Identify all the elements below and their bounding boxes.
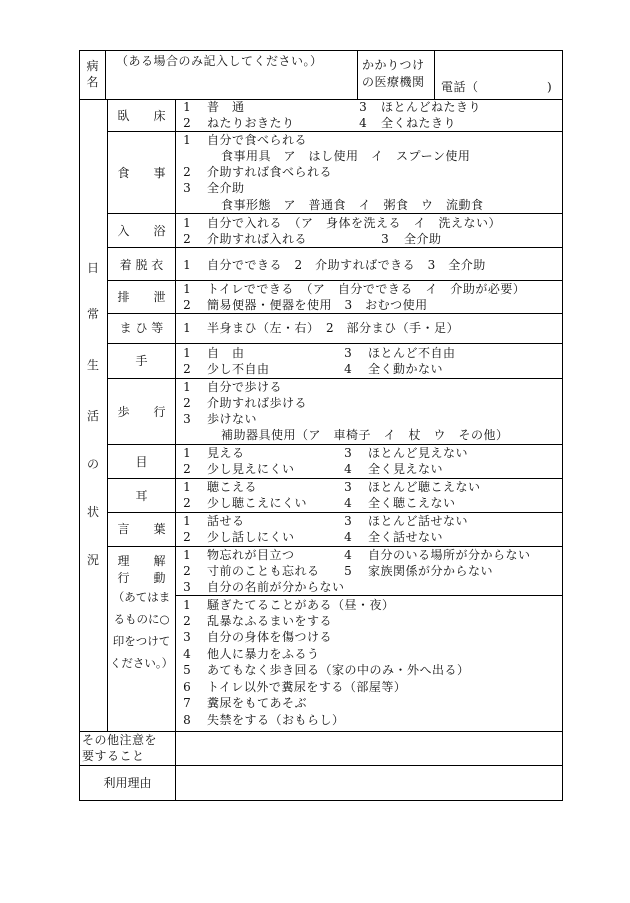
- item-number: 3: [344, 446, 352, 460]
- item-text: 自 由: [207, 346, 245, 360]
- item-number: 3: [183, 630, 191, 644]
- item-number: 1: [183, 100, 191, 114]
- disease-label: 病: [86, 59, 99, 73]
- item-text: 全く見えない: [368, 462, 444, 476]
- item-number: 2: [183, 298, 191, 312]
- item-text: 補助器具使用（ア 車椅子 イ 杖 ウ その他）: [221, 428, 509, 442]
- item-text: 糞尿をもてあそぶ: [207, 696, 308, 710]
- item-text: ほとんど聴こえない: [368, 480, 481, 494]
- item-number: 2: [183, 232, 191, 246]
- item-text: 全く動かない: [368, 362, 444, 376]
- item-text: 介助すれば食べられる: [207, 165, 333, 179]
- phone-label: 電話（: [441, 80, 479, 94]
- row-label-eye: 目: [135, 455, 148, 469]
- item-text: 他人に暴力をふるう: [207, 647, 320, 661]
- item-number: 6: [183, 680, 191, 694]
- item-text: 半身まひ（左・右） 2 部分まひ（手・足）: [207, 321, 460, 335]
- reason-field[interactable]: [176, 766, 561, 800]
- item-text: 少し不自由: [207, 362, 270, 376]
- item-text: 自分でできる 2 介助すればできる 3 全介助: [207, 258, 486, 272]
- item-text: 自分で食べられる: [207, 133, 308, 147]
- item-number: 5: [344, 564, 352, 578]
- item-number: 2: [183, 362, 191, 376]
- other-notes-field[interactable]: [176, 732, 561, 765]
- item-number: 3: [359, 100, 367, 114]
- item-number: 1: [183, 380, 191, 394]
- item-number: 3: [381, 232, 389, 246]
- row-label-understand: 理 解: [117, 554, 166, 568]
- item-text: 自分で歩ける: [207, 380, 283, 394]
- item-text: 歩けない: [207, 412, 258, 426]
- item-text: 乱暴なふるまいをする: [207, 614, 333, 628]
- row-label-behavior-note: るものに○: [113, 612, 170, 626]
- row-label-meal: 食 事: [117, 166, 166, 180]
- item-text: 寸前のことも忘れる: [207, 564, 320, 578]
- row-label-dress: 着 脱 衣: [119, 258, 164, 272]
- item-number: 7: [183, 696, 191, 710]
- item-number: 2: [183, 564, 191, 578]
- item-number: 2: [183, 614, 191, 628]
- item-number: 3: [183, 181, 191, 195]
- item-number: 2: [183, 116, 191, 130]
- item-number: 2: [183, 530, 191, 544]
- disease-field[interactable]: [106, 70, 356, 98]
- item-number: 3: [344, 480, 352, 494]
- item-text: ほとんど話せない: [368, 514, 469, 528]
- item-text: 聴こえる: [207, 480, 258, 494]
- item-number: 4: [344, 548, 352, 562]
- side-char: の: [86, 457, 99, 471]
- item-text: 物忘れが目立つ: [207, 548, 295, 562]
- side-char: 況: [86, 553, 99, 567]
- item-text: 介助すれば歩ける: [207, 396, 308, 410]
- item-text: 食事用具 ア はし使用 イ スプーン使用: [221, 149, 471, 163]
- item-number: 5: [183, 663, 191, 677]
- row-label-ear: 耳: [135, 489, 148, 503]
- item-number: 4: [344, 496, 352, 510]
- item-text: 少し見えにくい: [207, 462, 295, 476]
- item-text: ねたりおきたり: [207, 116, 295, 130]
- row-label-behavior-note: ください。）: [109, 656, 174, 670]
- item-text: 食事形態 ア 普通食 イ 粥食 ウ 流動食: [221, 198, 484, 212]
- item-number: 3: [183, 412, 191, 426]
- item-text: ほとんどねたきり: [381, 100, 482, 114]
- item-text: 自分のいる場所が分からない: [368, 548, 531, 562]
- item-text: 普 通: [207, 100, 245, 114]
- item-number: 1: [183, 133, 191, 147]
- other-notes-label: その他注意を: [82, 733, 158, 747]
- item-text: 自分の名前が分からない: [207, 580, 345, 594]
- item-text: 全介助: [207, 181, 245, 195]
- item-text: 話せる: [207, 514, 245, 528]
- item-number: 1: [183, 598, 191, 612]
- item-text: 自分の身体を傷つける: [207, 630, 333, 644]
- item-text: トイレ以外で糞尿をする（部屋等）: [207, 680, 407, 694]
- item-number: 1: [183, 216, 191, 230]
- phone-close: ): [547, 80, 553, 94]
- item-number: 3: [344, 514, 352, 528]
- item-text: 簡易便器・便器を使用 3 おむつ使用: [207, 298, 428, 312]
- item-text: 家族関係が分からない: [368, 564, 494, 578]
- item-text: ほとんど見えない: [368, 446, 469, 460]
- clinic-field[interactable]: [435, 51, 561, 76]
- item-number: 4: [344, 530, 352, 544]
- row-label-walk: 歩 行: [117, 405, 166, 419]
- item-text: 騒ぎたてることがある（昼・夜）: [207, 598, 395, 612]
- reason-label: 利用理由: [103, 776, 152, 790]
- item-number: 2: [183, 396, 191, 410]
- item-number: 1: [183, 446, 191, 460]
- item-number: 1: [183, 258, 191, 272]
- row-label-bath: 入 浴: [117, 224, 166, 238]
- item-number: 1: [183, 548, 191, 562]
- row-label-behavior: 行 動: [117, 571, 166, 585]
- item-number: 2: [183, 462, 191, 476]
- item-text: 全くねたきり: [381, 116, 457, 130]
- clinic-label: かかりつけ: [362, 58, 425, 72]
- item-number: 2: [183, 496, 191, 510]
- row-label-bed: 臥 床: [117, 109, 166, 123]
- item-text: 介助すれば入れる: [207, 232, 308, 246]
- other-notes-label-2: 要すること: [82, 749, 145, 763]
- disease-label-2: 名: [86, 75, 99, 89]
- item-number: 4: [344, 362, 352, 376]
- side-char: 常: [86, 307, 99, 321]
- item-number: 4: [183, 647, 191, 661]
- item-number: 4: [344, 462, 352, 476]
- item-text: 全介助: [404, 232, 442, 246]
- side-char: 状: [86, 505, 99, 519]
- row-label-excrete: 排 泄: [117, 290, 166, 304]
- clinic-label-2: の医療機関: [362, 75, 425, 89]
- item-text: 全く話せない: [368, 530, 444, 544]
- item-number: 3: [344, 346, 352, 360]
- item-text: ほとんど不自由: [368, 346, 456, 360]
- row-label-hand: 手: [135, 354, 148, 368]
- item-text: 見える: [207, 446, 245, 460]
- row-label-paralysis: ま ひ 等: [119, 321, 164, 335]
- row-label-speech: 言 葉: [117, 522, 166, 536]
- item-text: 失禁をする（おもらし）: [207, 713, 345, 727]
- disease-note: （ある場合のみ記入してください。）: [116, 54, 323, 68]
- item-number: 1: [183, 514, 191, 528]
- row-label-behavior-note: （あてはま: [112, 590, 171, 604]
- side-char: 生: [86, 358, 99, 372]
- item-text: 少し聴こえにくい: [207, 496, 308, 510]
- row-label-behavior-note: 印をつけて: [112, 634, 171, 648]
- item-number: 1: [183, 321, 191, 335]
- item-number: 3: [183, 580, 191, 594]
- item-number: 8: [183, 713, 191, 727]
- item-text: 少し話しにくい: [207, 530, 295, 544]
- item-text: あてもなく歩き回る（家の中のみ・外へ出る）: [207, 663, 470, 677]
- item-text: 全く聴こえない: [368, 496, 456, 510]
- side-char: 日: [86, 261, 99, 275]
- item-text: 自分で入れる （ア 身体を洗える イ 洗えない）: [207, 216, 502, 230]
- item-number: 1: [183, 346, 191, 360]
- side-char: 活: [86, 409, 99, 423]
- item-number: 1: [183, 282, 191, 296]
- item-number: 4: [359, 116, 367, 130]
- item-number: 2: [183, 165, 191, 179]
- item-number: 1: [183, 480, 191, 494]
- item-text: トイレでできる （ア 自分でできる イ 介助が必要）: [207, 282, 526, 296]
